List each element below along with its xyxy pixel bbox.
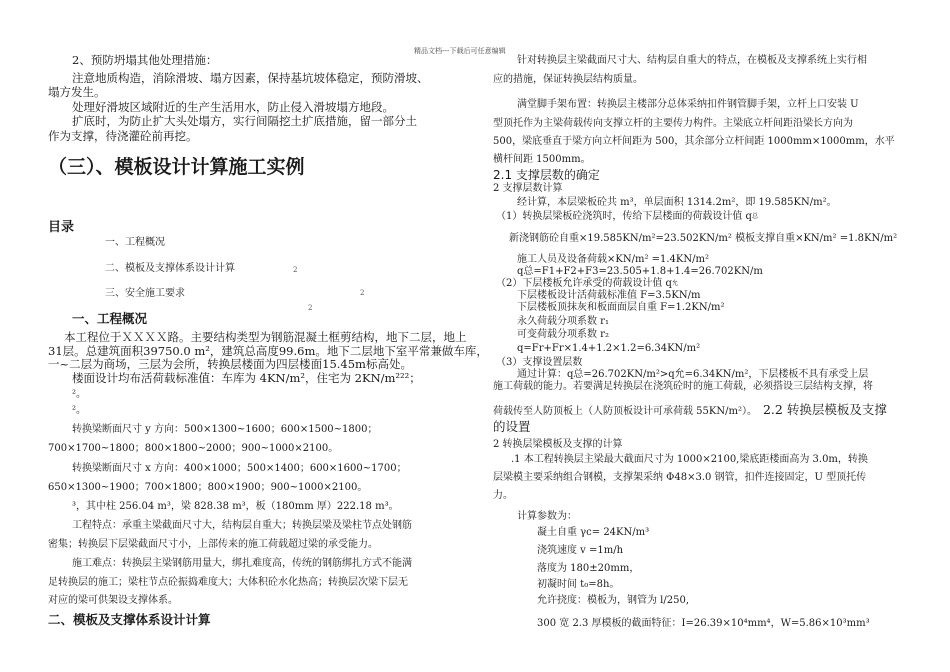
formula-line: q=Fr+Fr×1.4+1.2×1.2=6.34KN/m²: [517, 343, 701, 354]
subscript: 总: [751, 213, 758, 220]
paragraph-line: 本工程位于ＸＸＸＸ路。主要结构类型为钢筋混凝土框剪结构，地下二层，地上: [64, 330, 467, 344]
param-line: 凝土自重 γc= 24KN/m³: [537, 527, 650, 538]
paragraph-text: 荷载传至人防顶板上（人防顶板设计可承荷载 55KN/m²）。: [493, 406, 757, 417]
param-line: 初凝时间 t₀=8h。: [537, 579, 620, 590]
formula-line: 新浇钢筋砼自重×19.585KN/m²=23.502KN/m² 模板支撑自重×KN/m² =1.8KN/m²: [509, 233, 898, 244]
paragraph-line: 楼面设计均布活荷载标准值：车库为 4KN/m²，住宅为 2KN/m²²²；: [72, 371, 421, 385]
paragraph-line: 处理好滑坡区域附近的生产生活用水，防止侵入滑坡塌方地段。: [72, 100, 394, 114]
paragraph-line: 一~二层为商场，三层为会所，转换层楼面为四层楼面15.45m标高处。: [48, 357, 412, 371]
formula-line: 永久荷载分项系数 r₁: [517, 316, 609, 327]
paragraph-line: ²。: [72, 405, 87, 416]
paragraph-line: [493, 402, 887, 419]
formula-line: 施工人员及设备荷载×KN/m² =1.4KN/m²: [517, 254, 710, 265]
toc-item[interactable]: 二、模板及支撑体系设计计算: [105, 263, 235, 274]
paragraph-line: 2 支撑层数计算: [493, 183, 563, 194]
paragraph-line: 施工荷载的能力。若要满足转换层在浇筑砼时的施工荷载，必须搭设三层结构支撑，将: [493, 381, 873, 392]
heading-overview: 一、工程概况: [72, 311, 148, 326]
heading-design: 二、模板及支撑体系设计计算: [48, 612, 211, 627]
heading-2-2-cont: 的设置: [493, 419, 531, 434]
paragraph-line: 型顶托作为主梁荷载传向支撑立杆的主要传力构件。主梁底立杆间距沿梁长方向为: [493, 118, 853, 129]
heading-2-1: 2.1 支撑层数的确定: [493, 168, 600, 182]
heading-2-2: 2.2 转换层模板及支撑: [762, 402, 887, 417]
param-line: 300 宽 2.3 厚模板的截面特征：I=26.39×10⁴mm⁴，W=5.86×10³mm³: [537, 618, 870, 629]
toc-page-number: 2: [360, 289, 365, 297]
formula-line: q总=F1+F2+F3=23.505+1.8+1.4=26.702KN/m: [517, 266, 763, 277]
paragraph-line: 满堂脚手架布置：转换层主楼部分总体采纳扣件钢管脚手架，立杆上口安装 U: [517, 99, 859, 110]
toc-page-number: 2: [293, 266, 298, 274]
paragraph-line: 2、预防坍塌其他处理措施：: [72, 53, 218, 67]
paragraph-line: 转换梁断面尺寸 y 方向：500×1300~1600；600×1500~1800；: [72, 424, 378, 435]
paragraph-line: 层梁模主要采纳组合钢模，支撑架采纳 Φ48×3.0 钢管，扣件连接固定，U 型顶托传: [493, 472, 867, 483]
paragraph-line: 2 转换层梁模板及支撑的计算: [493, 439, 623, 450]
formula-line: 下层楼板设计活荷载标准值 F=3.5KN/m: [517, 290, 701, 301]
paragraph-line: 通过计算：q总=26.702KN/m²>q允=6.34KN/m²，下层楼板不具有承受上层: [517, 369, 869, 380]
paragraph-line: 31层。总建筑面积39750.0 m²，建筑总高度99.6m。地下二层地下室平常兼做车库，: [48, 344, 488, 358]
paragraph-line: 700×1700~1800；800×1800~2000；900~1000×2100。: [48, 443, 339, 454]
param-line: 允许挠度：模板为，钢管为 l/250,: [537, 595, 690, 606]
paragraph-line: 施工难点：转换层主梁钢筋用量大，绑扎难度高，传统的钢筋绑扎方式不能满: [72, 558, 412, 569]
paragraph-line: 经计算，本层梁板砼共 m³，单层面积 1314.2m²，即 19.585KN/m²。: [517, 197, 837, 208]
toc-item[interactable]: 一、工程概况: [105, 237, 165, 248]
paragraph-line: 工程特点：承重主梁截面尺寸大，结构层自重大；转换层梁及梁柱节点处钢筋: [72, 520, 412, 531]
paragraph-line: 注意地质构造，消除滑坡、塌方因素，保持基坑坡体稳定，预防滑坡、: [72, 71, 429, 85]
paragraph-line: 650×1300~1900；700×1800；800×1900；900~1000×2100。: [48, 482, 368, 493]
paragraph-line: 力。: [493, 490, 513, 501]
paragraph-line: （3）支撑设置层数: [496, 357, 583, 368]
formula-text: （2）下层楼板允许承受的荷载设计值 q: [496, 278, 672, 289]
paragraph-line: ²。: [72, 389, 87, 400]
paragraph-line: 足转换层的施工；梁柱节点砼振捣难度大；大体积砼水化热高；转换层次梁下层无: [48, 577, 408, 588]
paragraph-line: 计算参数为：: [517, 511, 577, 522]
paragraph-line: 塌方发生。: [48, 85, 106, 99]
page-header-note: 精品文档---下载后可任意编辑: [414, 47, 506, 55]
paragraph-line: [496, 210, 758, 225]
paragraph-line: 针对转换层主梁截面尺寸大、结构层自重大的特点，在模板及支撑系统上实行相: [517, 55, 867, 66]
section-title: （三）、模板设计计算施工实例: [48, 156, 305, 178]
paragraph-line: 密集；转换层下层梁截面尺寸小，上部传来的施工荷载超过梁的承受能力。: [48, 539, 378, 550]
paragraph-line: 500，梁底垂直于梁方向立杆间距为 500，其余部分立杆间距 1000mm×1000mm，水平: [493, 136, 895, 147]
subscript: 允: [671, 280, 678, 287]
paragraph-line: 作为支撑，待浇灌砼前再挖。: [48, 129, 198, 143]
paragraph-line: 扩底时，为防止扩大头处塌方，实行间隔挖土扩底措施，留一部分土: [72, 114, 417, 128]
toc-item[interactable]: 三、安全施工要求: [105, 288, 185, 299]
param-line: 落度为 180±20mm，: [537, 563, 640, 574]
paragraph-line: .1 本工程转换层主梁最大截面尺寸为 1000×2100,梁底距楼面高为 3.0m，转换: [511, 454, 868, 465]
paragraph-line: 对应的梁可供架设支撑体系。: [48, 595, 178, 606]
toc-title: 目录: [48, 220, 75, 235]
paragraph-line: 应的措施，保证转换层结构质量。: [493, 74, 643, 85]
toc-page-number: 2: [308, 304, 313, 312]
param-line: 浇筑速度 v =1m/h: [537, 545, 624, 556]
formula-line: 下层楼板顶抹灰和板面面层自重 F=1.2KN/m²: [517, 302, 725, 313]
formula-text: （1）转换层梁板砼浇筑时，传给下层楼面的荷载设计值 q: [496, 211, 752, 222]
paragraph-line: 横杆间距 1500mm。: [493, 154, 591, 165]
paragraph-line: ³，其中柱 256.04 m³，梁 828.38 m³，板（180mm 厚）222.18 m³。: [72, 501, 399, 512]
formula-line: 可变荷载分项系数 r₂: [517, 329, 609, 340]
paragraph-line: 转换梁断面尺寸 x 方向：400×1000；500×1400；600×1600~1700；: [72, 463, 407, 474]
